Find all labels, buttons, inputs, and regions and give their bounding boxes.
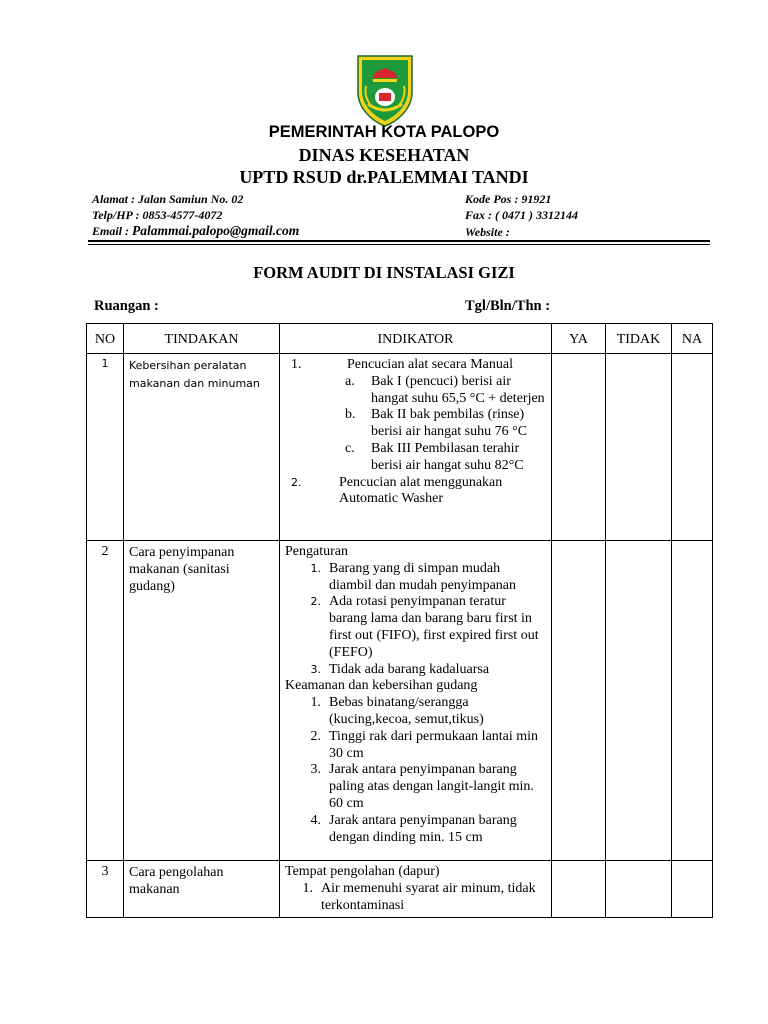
indicator-item — [285, 813, 546, 847]
indicator-item — [285, 662, 546, 679]
item-marker: 2. — [291, 475, 302, 489]
indicator-item — [285, 729, 546, 763]
email-line — [92, 223, 299, 239]
col-header-ya: YA — [552, 324, 606, 354]
item-marker: a. — [345, 373, 355, 389]
col-header-na: NA — [672, 324, 713, 354]
row-tindakan: Cara pengolahan makanan — [124, 861, 280, 918]
item-text: Bebas binatang/serangga (kucing,kecoa, semut,tikus) — [329, 695, 484, 727]
col-header-tindakan: TINDAKAN — [124, 324, 280, 354]
cell-ya — [552, 861, 606, 918]
fax-line: Fax : ( 0471 ) 3312144 — [465, 208, 578, 222]
hospital-title: UPTD RSUD dr.PALEMMAI TANDI — [239, 167, 529, 187]
indicator-item — [285, 594, 546, 661]
address-line: Alamat : Jalan Samiun No. 02 — [92, 192, 244, 206]
item-marker: 3. — [310, 762, 321, 778]
row-indikator — [280, 541, 552, 861]
indicator-heading: Pengaturan — [285, 544, 348, 559]
item-marker: b. — [345, 407, 356, 423]
item-text: Tinggi rak dari permukaan lantai min 30 cm — [329, 728, 539, 761]
cell-tidak — [606, 354, 672, 541]
row-tindakan: Cara penyimpanan makanan (sanitasi gudang) — [124, 541, 280, 861]
item-marker: 2. — [310, 728, 321, 744]
item-marker: 1. — [310, 561, 321, 575]
postal-code-line: Kode Pos : 91921 — [465, 192, 552, 206]
cell-tidak — [606, 541, 672, 861]
indicator-item — [285, 561, 546, 595]
item-text: Tidak ada barang kadaluarsa — [329, 661, 490, 677]
indicator-item — [285, 475, 546, 509]
item-text: Air memenuhi syarat air minum, tidak terkontaminasi — [321, 880, 536, 913]
cell-tidak — [606, 861, 672, 918]
table-row — [87, 354, 713, 541]
indicator-subitem — [285, 441, 546, 475]
cell-na — [672, 354, 713, 541]
indicator-item — [285, 695, 546, 729]
item-text: Jarak antara penyimpanan barang dengan dinding min. 15 cm — [329, 812, 517, 845]
website-line: Website : — [465, 225, 510, 239]
col-header-no: NO — [87, 324, 124, 354]
table-row — [87, 541, 713, 861]
item-text: Bak II bak pembilas (rinse) berisi air hangat suhu 76 °C — [371, 407, 528, 440]
item-marker: 4. — [310, 812, 321, 828]
header-divider-thin — [88, 244, 710, 245]
row-indikator — [280, 861, 552, 918]
item-text: Ada rotasi penyimpanan teratur barang lama dan barang baru first in first out (FIFO), first expired first out (FEFO) — [329, 594, 539, 660]
col-header-indikator: INDIKATOR — [280, 324, 552, 354]
indicator-item — [285, 881, 546, 915]
department-title: DINAS KESEHATAN — [298, 145, 470, 165]
email-label: Email : — [92, 224, 130, 238]
indicator-subitem — [285, 374, 546, 408]
table-header-row — [87, 324, 713, 354]
item-marker: 3. — [310, 662, 321, 676]
phone-line: Telp/HP : 0853-4577-4072 — [92, 208, 223, 222]
palopo-city-crest-icon — [352, 52, 418, 128]
item-marker: 1. — [291, 357, 302, 372]
audit-table — [86, 323, 713, 918]
row-number: 1 — [87, 354, 124, 541]
form-title: FORM AUDIT DI INSTALASI GIZI — [253, 263, 515, 282]
government-title: PEMERINTAH KOTA PALOPO — [268, 123, 500, 141]
indicator-heading: Tempat pengolahan (dapur) — [285, 864, 440, 879]
item-text: Pencucian alat menggunakan Automatic Washer — [339, 474, 503, 507]
email-value: Palammai.palopo@gmail.com — [132, 223, 300, 238]
row-tindakan: Kebersihan peralatan makanan dan minuman — [124, 354, 280, 541]
item-text: Jarak antara penyimpanan barang paling atas dengan langit-langit min. 60 cm — [329, 762, 534, 811]
item-text: Barang yang di simpan mudah diambil dan mudah penyimpanan — [329, 560, 517, 593]
item-marker: c. — [345, 440, 355, 456]
indicator-item — [285, 357, 546, 374]
cell-na — [672, 861, 713, 918]
date-label: Tgl/Bln/Thn : — [465, 298, 551, 314]
item-text: Bak I (pencuci) berisi air hangat suhu 65,5 °C + deterjen — [371, 373, 545, 406]
item-marker: 1. — [302, 880, 313, 896]
item-marker: 1. — [310, 695, 321, 711]
item-marker: 2. — [310, 595, 321, 609]
indicator-heading: Keamanan dan kebersihan gudang — [285, 678, 478, 694]
cell-na — [672, 541, 713, 861]
row-indikator — [280, 354, 552, 541]
col-header-tidak: TIDAK — [606, 324, 672, 354]
cell-ya — [552, 354, 606, 541]
indicator-subitem — [285, 407, 546, 441]
item-text: Pencucian alat secara Manual — [347, 357, 513, 372]
header-divider-thick — [88, 240, 710, 242]
table-row — [87, 861, 713, 918]
room-label: Ruangan : — [94, 298, 159, 314]
item-text: Bak III Pembilasan terahir berisi air hangat suhu 82°C — [371, 440, 524, 473]
row-number: 2 — [87, 541, 124, 861]
cell-ya — [552, 541, 606, 861]
indicator-item — [285, 762, 546, 812]
row-number: 3 — [87, 861, 124, 918]
